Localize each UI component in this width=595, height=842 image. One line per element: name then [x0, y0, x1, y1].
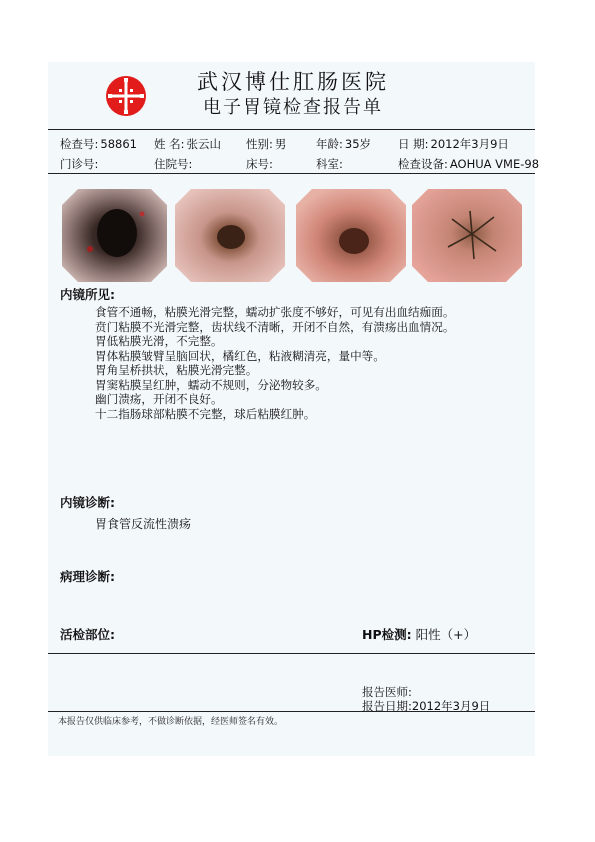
- pathology-label: 病理诊断:: [60, 569, 115, 584]
- footer-divider: [48, 711, 535, 712]
- finding-line-5: 胃角呈桥拱状，粘膜光滑完整。: [95, 363, 258, 377]
- finding-line-7: 幽门溃疡，开闭不良好。: [95, 392, 223, 406]
- patient-age: 年龄: 35岁: [316, 137, 372, 151]
- biopsy-label: 活检部位:: [60, 627, 115, 642]
- header-divider: [48, 129, 535, 130]
- info-divider: [48, 173, 535, 174]
- outpatient-number: 门诊号:: [60, 157, 99, 171]
- endoscopy-image-4: [412, 189, 522, 282]
- patient-sex: 性别: 男: [246, 137, 287, 151]
- bottom-divider: [48, 653, 535, 654]
- finding-line-4: 胃体粘膜皱臂呈脑回状，橘红色，粘液糊清亮，量中等。: [95, 348, 385, 363]
- endoscopy-image-2: [175, 189, 285, 282]
- diagnosis-label: 内镜诊断:: [60, 495, 115, 510]
- hp-test: [362, 625, 476, 643]
- patient-name: 姓 名: 张云山: [154, 137, 222, 151]
- finding-line-1: 食管不通畅，粘膜光滑完整，蠕动扩张度不够好，可见有出血结痂面。: [95, 305, 455, 319]
- finding-line-8: 十二指肠球部粘膜不完整，球后粘膜红肿。: [95, 406, 316, 421]
- finding-line-2: 贲门粘膜不光滑完整，齿状线不清晰，开闭不自然，有溃疡出血情况。: [95, 319, 455, 334]
- report-date: 报告日期:2012年3月9日: [362, 699, 491, 713]
- diagnosis-value: 胃食管反流性溃疡: [95, 517, 192, 531]
- endoscopy-image-1: [62, 189, 167, 282]
- exam-number: 检查号: 58861: [60, 137, 137, 151]
- endoscopy-image-3: [296, 189, 406, 282]
- finding-line-6: 胃窦粘膜呈红肿，蠕动不规则，分泌物较多。: [95, 377, 327, 392]
- exam-date: 日 期: 2012年3月9日: [398, 137, 509, 151]
- hospital-cross-logo: [104, 74, 148, 118]
- report-doctor: 报告医师:: [362, 685, 412, 699]
- inpatient-number: 住院号:: [154, 157, 193, 171]
- footer-note: 本报告仅供临床参考，不做诊断依据，经医师签名有效。: [58, 717, 284, 727]
- hospital-name: 武汉博仕肛肠医院: [197, 70, 389, 94]
- bed-number: 床号:: [246, 157, 273, 171]
- department: 科室:: [316, 157, 343, 171]
- finding-line-3: 胃低粘膜光滑，不完整。: [95, 334, 223, 348]
- hp-test-result: 阳性（+）: [415, 627, 477, 642]
- hp-test-label: HP检测:: [362, 627, 412, 642]
- report-title: 电子胃镜检查报告单: [203, 97, 383, 118]
- findings-label: 内镜所见:: [60, 287, 115, 302]
- exam-device: 检查设备: AOHUA VME-98: [398, 157, 540, 171]
